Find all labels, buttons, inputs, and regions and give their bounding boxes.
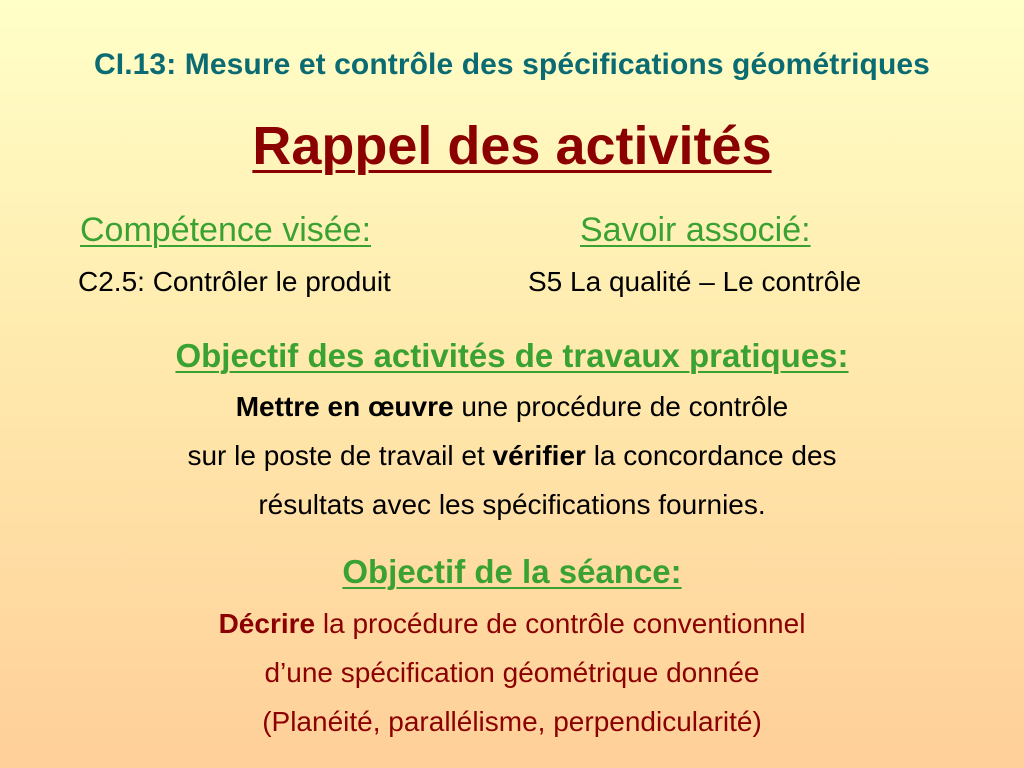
objectif-tp-line-2-bold: vérifier: [492, 440, 586, 471]
objectif-seance-line-1-rest: la procédure de contrôle conventionnel: [315, 608, 806, 639]
objectif-tp-heading-text: Objectif des activités de travaux pratiques:: [175, 337, 849, 374]
objectif-seance-line-2: d’une spécification géométrique donnée: [264, 657, 760, 688]
objectif-tp-line-2-post: la concordance des: [585, 440, 837, 471]
objectif-tp-heading: [0, 334, 1024, 378]
objectif-seance-heading: [0, 550, 1024, 594]
savoir-text: S5 La qualité – Le contrôle: [528, 266, 862, 297]
objectif-tp-line-2-pre: sur le poste de travail et: [187, 440, 493, 471]
objectif-tp-line-3: résultats avec les spécifications fournies.: [258, 489, 766, 520]
objectif-seance-line-1: [0, 604, 1024, 644]
competence-heading: [80, 208, 371, 252]
objectif-tp-line-1-bold: Mettre en œuvre: [235, 391, 454, 422]
objectif-seance-line-1-bold: Décrire: [218, 608, 316, 639]
objectif-tp-line-1-rest: une procédure de contrôle: [453, 391, 789, 422]
main-title: [0, 112, 1024, 180]
savoir-heading-text: Savoir associé:: [580, 211, 811, 249]
competence-text: C2.5: Contrôler le produit: [78, 266, 391, 297]
objectif-tp-line-1: [0, 387, 1024, 427]
main-title-text: Rappel des activités: [252, 116, 772, 176]
objectif-tp-line-2: [0, 436, 1024, 476]
objectif-seance-heading-text: Objectif de la séance:: [342, 553, 682, 590]
objectif-seance-line-3: (Planéité, parallélisme, perpendicularité): [262, 706, 762, 737]
savoir-heading: [580, 208, 811, 252]
competence-heading-text: Compétence visée:: [80, 211, 372, 249]
course-title: CI.13: Mesure et contrôle des spécifications géométriques: [94, 48, 930, 81]
